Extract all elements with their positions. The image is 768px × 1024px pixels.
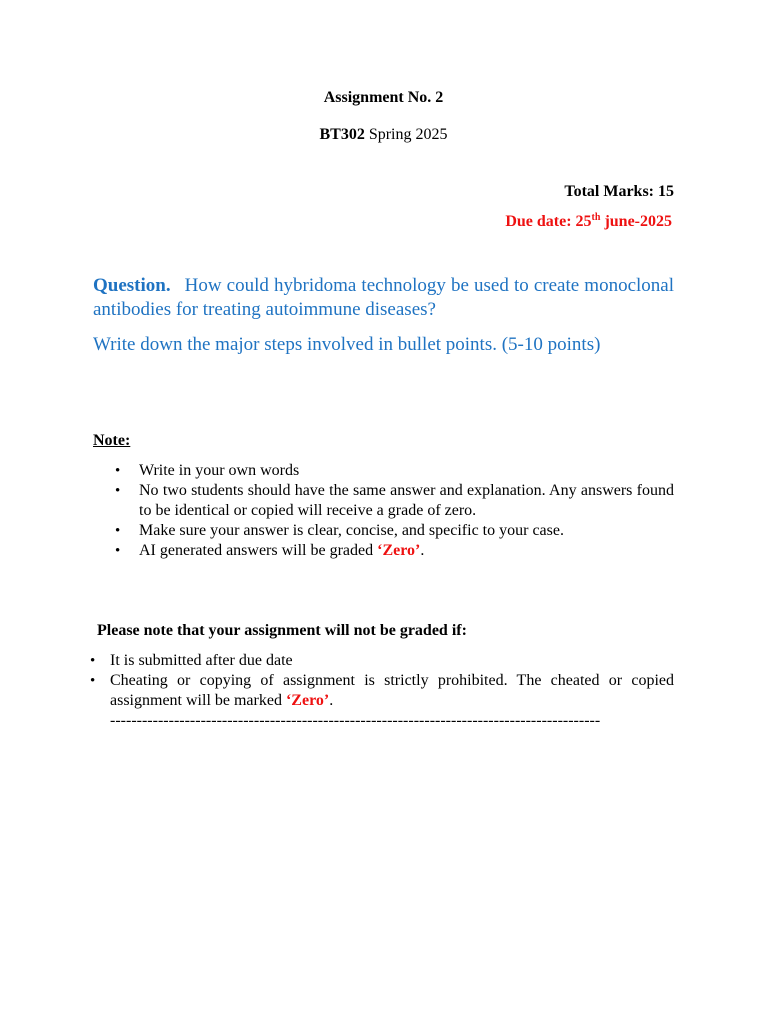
grading-item-zero: ‘Zero’	[285, 692, 330, 709]
ai-item-suffix: .	[420, 542, 425, 559]
grading-heading: Please note that your assignment will not be graded if:	[97, 622, 467, 639]
due-date	[93, 212, 674, 232]
question-text: How could hybridoma technology be used to create monoclonal antibodies for treating autoimmune diseases?	[93, 275, 674, 320]
bullet-icon: •	[115, 523, 121, 539]
ai-item-zero: ‘Zero’	[377, 542, 421, 559]
list-item	[115, 521, 674, 541]
list-item	[90, 671, 674, 711]
question-block	[93, 274, 674, 322]
course-line	[93, 125, 674, 145]
course-term: Spring 2025	[364, 126, 448, 143]
list-item	[115, 481, 674, 521]
note-item-text: No two students should have the same answer and explanation. Any answers found to be identical or copied will receive a grade of zero.	[139, 482, 674, 519]
note-item-text: Write in your own words	[139, 462, 300, 479]
ai-item-prefix: AI generated answers will be graded	[139, 542, 378, 559]
bullet-icon: •	[115, 483, 121, 499]
due-date-suffix: june-2025	[600, 213, 672, 230]
note-item-text: Make sure your answer is clear, concise, and specific to your case.	[139, 522, 564, 539]
question-instruction: Write down the major steps involved in bullet points. (5-10 points)	[93, 334, 601, 355]
question-label: Question.	[93, 275, 171, 296]
note-list	[115, 461, 674, 561]
grading-item-prefix: Cheating or copying of assignment is strictly prohibited. The cheated or copied assignment will be marked	[110, 672, 674, 709]
bullet-icon: •	[115, 543, 121, 559]
grading-item-text: It is submitted after due date	[110, 652, 293, 669]
due-date-prefix: Due date: 25	[505, 213, 592, 230]
bullet-icon: •	[115, 463, 121, 479]
bullet-icon: •	[90, 653, 96, 669]
grading-list	[90, 651, 674, 711]
bullet-icon: •	[90, 673, 96, 689]
separator-line: --------------------------------------------------------------------------------------------	[110, 712, 601, 729]
list-item	[90, 651, 674, 671]
grading-item-suffix: .	[329, 692, 334, 709]
list-item	[115, 541, 674, 561]
note-heading: Note:	[93, 432, 131, 449]
due-date-superscript: th	[591, 212, 601, 223]
course-code: BT302	[319, 126, 365, 143]
list-item	[115, 461, 674, 481]
assignment-title: Assignment No. 2	[323, 89, 444, 106]
total-marks: Total Marks: 15	[564, 183, 674, 200]
